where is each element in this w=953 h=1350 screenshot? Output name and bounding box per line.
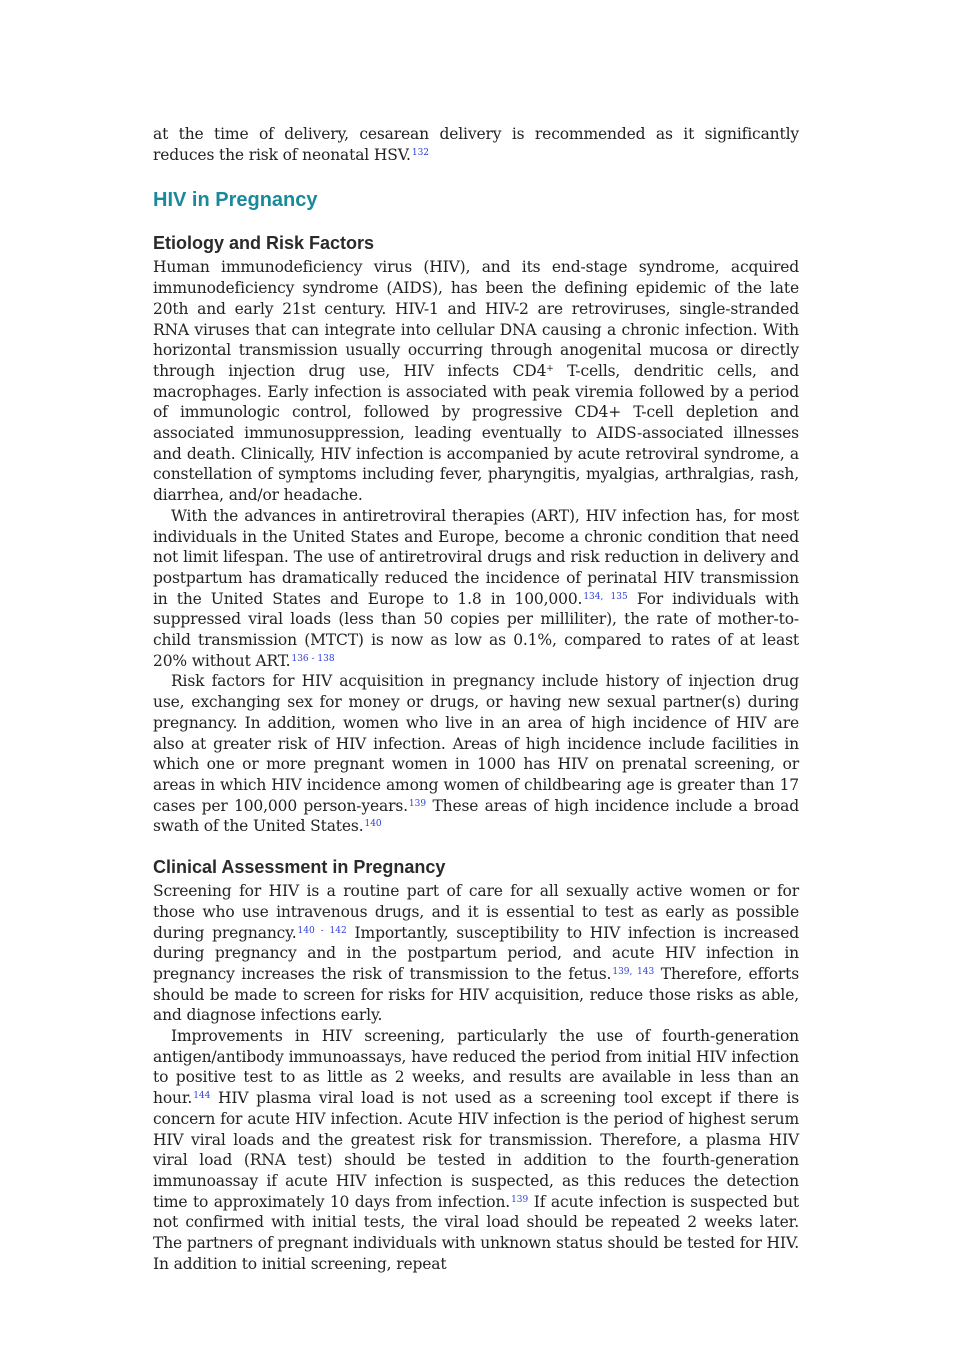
- citation-link[interactable]: 140 - 142: [297, 925, 347, 936]
- paragraph-text: Screening for HIV is a routine part of care for all sexually active women or for those who use intravenous drugs, and it is essential to test as early as possible during pregnancy.: [153, 882, 799, 942]
- citation-link[interactable]: 144: [193, 1091, 211, 1102]
- clinical-heading: Clinical Assessment in Pregnancy: [153, 857, 446, 878]
- paragraph-text: If acute infection is suspected but not confirmed with initial tests, the viral load should be repeated 2 weeks later. The partners of pregnant individuals with unknown status should be tested for HIV. In addition to initial screening, repeat: [153, 1192, 799, 1273]
- citation-link[interactable]: 139: [511, 1194, 529, 1205]
- etiology-paragraph-3: [153, 671, 799, 837]
- clinical-paragraph-2: [153, 1026, 799, 1274]
- citation-link[interactable]: 139: [408, 798, 427, 809]
- paragraph-text: Human immunodeficiency virus (HIV), and its end-stage syndrome, acquired immunodeficiency syndrome (AIDS), has been the defining epidemic of the late 20th and early 21st century. HIV-1 and HIV-2 are retroviruses, single-stranded RNA viruses that can integrate into cellular DNA causing a chronic infection. With horizontal transmission usually occurring through anogenital mucosa or directly through injection drug use, HIV infects CD4: [153, 258, 799, 380]
- superscript-plus: +: [546, 363, 554, 374]
- etiology-heading: Etiology and Risk Factors: [153, 233, 375, 254]
- paragraph-text: Risk factors for HIV acquisition in pregnancy include history of injection drug use, exchanging sex for money or drugs, or having new sexual partner(s) during pregnancy. In addition, women who live in an area of high incidence of HIV are also at greater risk of HIV infection. Areas of high incidence include facilities in which one or more pregnant women in 1000 has HIV on prenatal screening, or areas in which HIV incidence among women of childbearing age is greater than 17 cases per 100,000 person-years.: [153, 672, 799, 815]
- section-title: HIV in Pregnancy: [153, 189, 318, 212]
- citation-link[interactable]: 139, 143: [612, 966, 655, 977]
- paragraph-text: Therefore, efforts should be made to screen for risks for HIV acquisition, reduce those risks as able, and diagnose infections early.: [153, 964, 800, 1025]
- citation-link[interactable]: 136 - 138: [291, 653, 335, 664]
- paragraph-text: With the advances in antiretroviral therapies (ART), HIV infection has, for most individuals in the United States and Europe, become a chronic condition that need not limit lifespan. The use of antiretroviral drugs and risk reduction in delivery and postpartum has dramatically reduced the incidence of perinatal HIV transmission in the United States and Europe to 1.8 in 100,000.: [153, 506, 799, 608]
- document-page: [153, 124, 799, 1274]
- paragraph-text: T-cells, dendritic cells, and macrophages. Early infection is associated with peak viremia followed by a period of immunologic control, followed by progressive CD4+ T-cell depletion and associated immunosuppression, leading eventually to AIDS-associated illnesses and death. Clinically, HIV infection is accompanied by acute retroviral syndrome, a constellation of symptoms including fever, pharyngitis, myalgias, arthralgias, rash, diarrhea, and/or headache.: [153, 361, 799, 505]
- intro-text: at the time of delivery, cesarean delivery is recommended as it significantly reduces the risk of neonatal HSV.: [153, 125, 799, 164]
- etiology-paragraph-2: [153, 506, 799, 672]
- citation-link[interactable]: 132: [411, 147, 430, 158]
- etiology-paragraph-1: [153, 257, 799, 505]
- paragraph-text: For individuals with suppressed viral loads (less than 50 copies per milliliter), the rate of mother-to-child transmission (MTCT) is now as low as 0.1%, compared to rates of at least 20% without ART.: [153, 589, 799, 670]
- paragraph-text: Importantly, susceptibility to HIV infection is increased during pregnancy and in the postpartum period, and acute HIV infection in pregnancy increases the risk of transmission to the fetus.: [153, 923, 799, 983]
- citation-link[interactable]: 134, 135: [583, 591, 628, 602]
- clinical-paragraph-1: [153, 881, 799, 1026]
- intro-paragraph: [153, 124, 799, 165]
- paragraph-text: HIV plasma viral load is not used as a screening tool except if there is concern for acute HIV infection. Acute HIV infection is the period of highest serum HIV viral loads and the greatest risk for transmission. Therefore, a plasma HIV viral load (RNA test) should be tested in addition to the fourth-generation immunoassay if acute HIV infection is suspected, as this reduces the detection time to approximately 10 days from infection.: [153, 1089, 799, 1211]
- paragraph-text: These areas of high incidence include a broad swath of the United States.: [153, 796, 799, 836]
- citation-link[interactable]: 140: [364, 819, 382, 830]
- paragraph-text: Improvements in HIV screening, particularly the use of fourth-generation antigen/antibody immunoassays, have reduced the period from initial HIV infection to positive test to as little as 2 weeks, and results are available in less than an hour.: [153, 1027, 799, 1108]
